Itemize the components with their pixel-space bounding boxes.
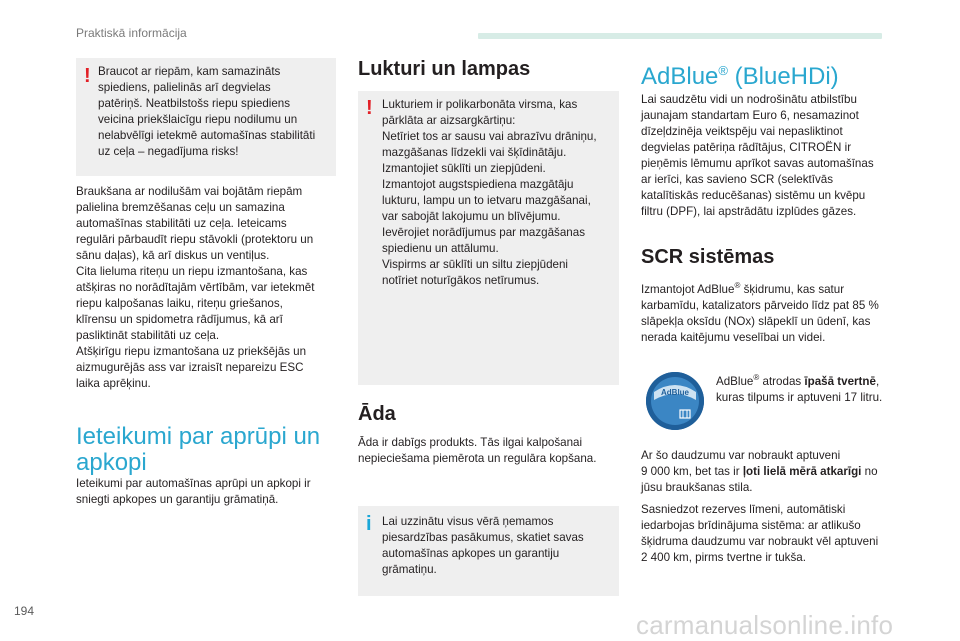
tank-text-reg: ®	[753, 373, 760, 382]
range-text	[641, 448, 911, 496]
scr-text-reg: ®	[734, 281, 741, 290]
tank-text-p2: atrodas	[759, 374, 805, 388]
care-heading	[76, 424, 338, 476]
tyre-warning-box	[76, 58, 336, 176]
range-text-bold: ļoti lielā mērā atkarīgi	[742, 465, 862, 478]
adblue-heading-suffix: (BlueHDi)	[727, 63, 839, 90]
adblue-tank-graphic	[646, 372, 704, 430]
info-icon: i	[366, 513, 372, 535]
tank-text-bold: īpašā tvertnē	[804, 374, 876, 388]
reserve-text: Sasniedzot rezerves līmeni, automātiski iedarbojas brīdinājuma sistēma: ar atlikušo šķidruma daudzumu var nobraukt vēl aptuveni 2 400 km, pirms tvertne ir tukša.	[641, 503, 879, 564]
care-heading-line2: apkopi	[76, 449, 147, 476]
page-number: 194	[14, 604, 35, 618]
watermark: carmanualsonline.info	[636, 610, 894, 640]
lights-warning-box	[358, 91, 619, 385]
adblue-icon-label: AdBlue	[661, 388, 689, 397]
adblue-heading	[641, 58, 911, 90]
scr-text-p2: šķidrumu, kas satur karbamīdu, katalizators pārveido līdz pat 85 % slāpekļa oksīdu (NOx) slāpeklī un ūdenī, kas nerada kaitējumu veselībai un videi.	[641, 282, 879, 344]
scr-heading: SCR sistēmas	[641, 246, 775, 268]
header-rule	[478, 33, 882, 39]
scr-text	[641, 278, 911, 346]
tyre-body-text: Braukšana ar nodilušām vai bojātām riepām palielina bremzēšanas ceļu un samazina automašīnas stabilitāti uz ceļa. Ieteicams regulāri pārbaudīt riepu stāvokli (protektoru un sānu daļas), kā arī diskus un ventiļus. Cita lieluma riteņu un riepu izmantošana, kas atšķiras no norādītajām vērtībām, var ietekmēt riepu kalpošanas laiku, riteņu griešanos, klīrensu un spidometra rādījumus, kā arī pasliktināt stabilitāti uz ceļa. Atšķirīgu riepu izmantošana uz priekšējās un aizmugurējās ass var izraisīt nepareizu ESC laika aprēķinu.	[76, 185, 315, 390]
tank-text	[716, 370, 912, 406]
leather-info-box	[358, 506, 619, 596]
warning-icon: !	[366, 97, 373, 119]
leather-heading: Āda	[358, 403, 396, 425]
tank-text-p1: AdBlue	[716, 374, 754, 388]
lights-warning-text: Lukturiem ir polikarbonāta virsma, kas pārklāta ar aizsargkārtiņu: Netīriet tos ar sausu vai abrazīvu drāniņu, mazgāšanas līdzekli vai šķīdinātāju. Izmantojiet sūklīti un ziepjūdeni. Izmantojot augstspiediena mazgātāju lukturu, lampu un to ietvaru mazgāšanai, var sabojāt lakojumu un blīvējumu. Ievērojiet norādījumus par mazgāšanas spiedienu un attālumu. Vispirms ar sūklīti un siltu ziepjūdeni notīriet noturīgākos netīrumus.	[382, 98, 597, 287]
care-text: Ieteikumi par automašīnas aprūpi un apkopi ir sniegti apkopes un garantiju grāmatiņā.	[76, 477, 311, 506]
care-heading-line1: Ieteikumi par aprūpi un	[76, 423, 321, 450]
section-label: Praktiskā informācija	[76, 26, 187, 40]
warning-icon: !	[84, 65, 91, 87]
adblue-intro-text: Lai saudzētu vidi un nodrošinātu atbilstību jaunajam standartam Euro 6, nesamazinot dīzeļdzinēja veiktspēju vai nepasliktinot degvielas patēriņa rādītājus, CITROËN ir pieņēmis lēmumu aprīkot savas automašīnas ar ierīci, kas savieno SCR (selektīvās katalītiskās reducēšanas) sistēmu un kvēpu filtru (DPF), lai apstrādātu izplūdes gāzes.	[641, 93, 874, 218]
tank-text-p3: , kuras tilpums ir aptuveni 17 litru.	[716, 374, 883, 404]
scr-text-p1: Izmantojot AdBlue	[641, 282, 735, 296]
adblue-tank-icon	[646, 372, 704, 430]
tyre-warning-text: Braucot ar riepām, kam samazināts spiediens, palielinās arī degvielas patēriņš. Neatbilstošs riepu spiediens veicina priekšlaicīgu riepu nodilumu un nelabvēlīgi ietekmē automašīnas stabilitāti uz ceļa – negadījuma risks!	[98, 65, 316, 158]
leather-text: Āda ir dabīgs produkts. Tās ilgai kalpošanai nepieciešama piemērota un regulāra kopšana.	[358, 436, 597, 465]
lights-heading: Lukturi un lampas	[358, 58, 531, 80]
adblue-heading-reg: ®	[718, 63, 728, 78]
range-text-p2: no jūsu braukšanas stila.	[641, 465, 878, 494]
leather-info-text: Lai uzzinātu visus vērā ņemamos piesardzības pasākumus, skatiet savas automašīnas apkopes un garantiju grāmatiņu.	[382, 515, 584, 576]
range-text-p1: Ar šo daudzumu var nobraukt aptuveni 9 000 km, bet tas ir	[641, 449, 841, 478]
adblue-heading-name: AdBlue	[641, 63, 719, 90]
